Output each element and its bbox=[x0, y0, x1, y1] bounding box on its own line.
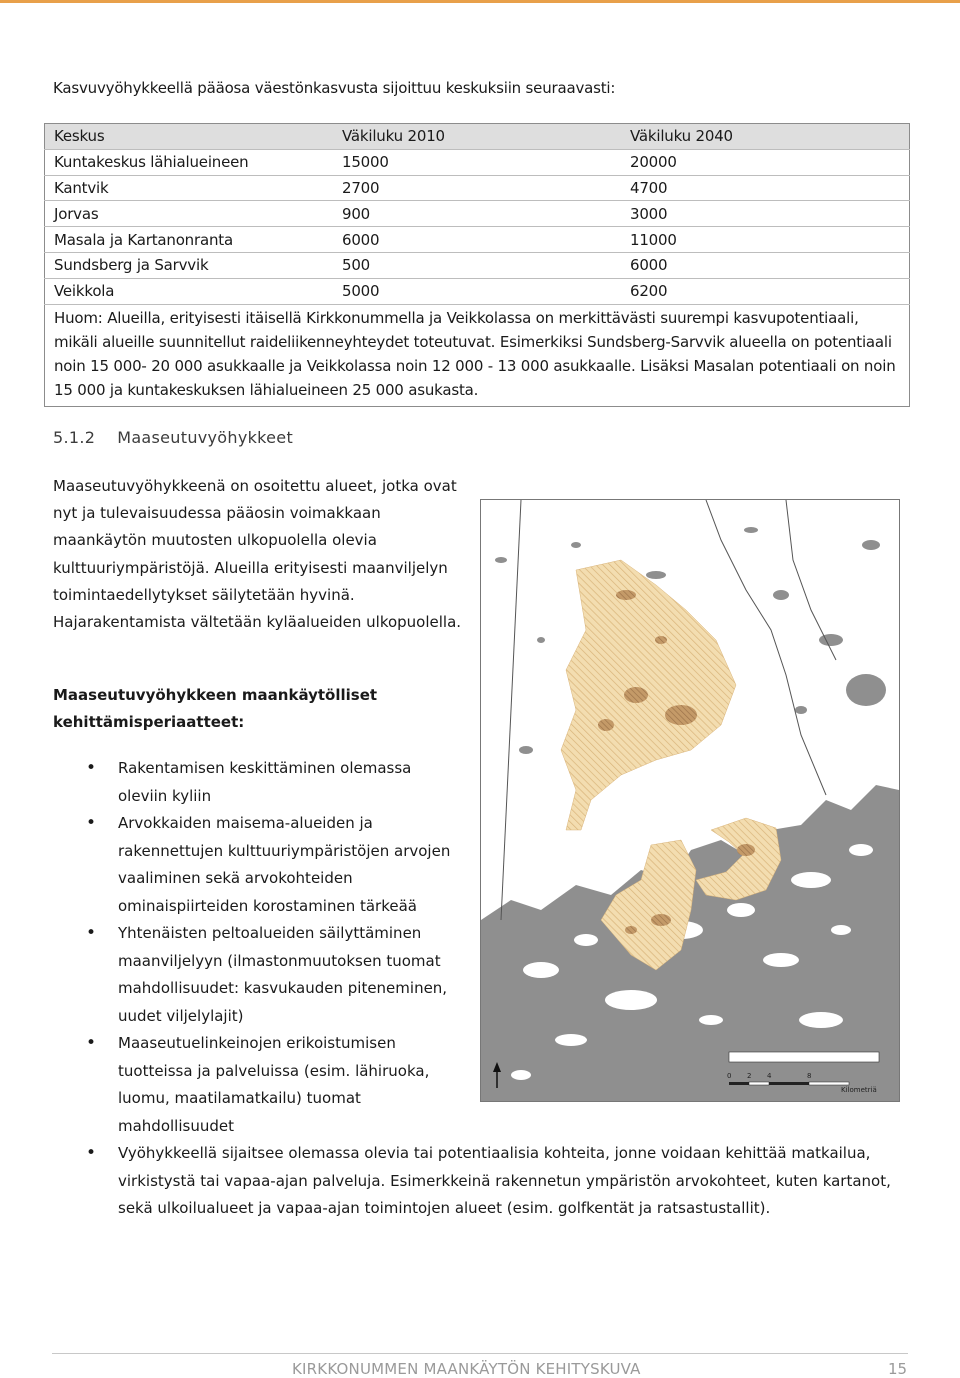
table-row bbox=[45, 175, 910, 201]
table-header-cell: Väkiluku 2010 bbox=[333, 124, 621, 150]
table-cell: 2700 bbox=[333, 175, 621, 201]
list-item: • Rakentamisen keskittäminen olemassa oleviin kyliin bbox=[53, 755, 453, 810]
table-cell: 4700 bbox=[621, 175, 910, 201]
table-note-row bbox=[45, 304, 910, 406]
table-cell: 900 bbox=[333, 201, 621, 227]
table-row bbox=[45, 149, 910, 175]
table-cell: Jorvas bbox=[45, 201, 334, 227]
map-graphic bbox=[481, 500, 899, 1101]
scale-tick-label: 4 bbox=[767, 1072, 772, 1080]
table-cell: 3000 bbox=[621, 201, 910, 227]
list-item: • Maaseutuelinkeinojen erikoistumisen tuotteissa ja palveluissa (esim. lähiruoka, luomu, maatilamatkailu) tuomat mahdollisuudet bbox=[53, 1030, 453, 1140]
table-row bbox=[45, 278, 910, 304]
table-cell: 20000 bbox=[621, 149, 910, 175]
scale-tick-label: 0 bbox=[727, 1072, 732, 1080]
principles-subheading: Maaseutuvyöhykkeen maankäytölliset kehittämisperiaatteet: bbox=[53, 686, 378, 731]
table-cell: 11000 bbox=[621, 227, 910, 253]
section-paragraph: Maaseutuvyöhykkeenä on osoitettu alueet, jotka ovat nyt ja tulevaisuudessa pääosin voimakkaan maankäytön muutosten ulkopuolella olevia kulttuuriympäristöjä. Alueilla erityisesti maanviljelyn toimintaedellytykset säilytetään hyvinä. Hajarakentamista vältetään kyläalueiden ulkopuolella. bbox=[53, 477, 462, 632]
table-row bbox=[45, 227, 910, 253]
footer-title: KIRKKONUMMEN MAANKÄYTÖN KEHITYSKUVA bbox=[292, 1360, 641, 1378]
section-heading bbox=[53, 428, 293, 447]
population-table bbox=[44, 123, 910, 407]
scale-tick-label: 8 bbox=[807, 1072, 812, 1080]
zone-map bbox=[480, 499, 900, 1102]
list-item: • Arvokkaiden maisema-alueiden ja rakennettujen kulttuuriympäristöjen arvojen vaaliminen sekä arvokohteiden ominaispiirteiden korostaminen tärkeää bbox=[53, 810, 453, 920]
table-header-cell: Väkiluku 2040 bbox=[621, 124, 910, 150]
table-header-row bbox=[45, 124, 910, 150]
scale-tick-label: 2 bbox=[747, 1072, 752, 1080]
section-number: 5.1.2 bbox=[53, 428, 96, 447]
top-accent-bar bbox=[0, 0, 960, 3]
table-cell: 6200 bbox=[621, 278, 910, 304]
table-cell: 6000 bbox=[333, 227, 621, 253]
table-cell: Kuntakeskus lähialueineen bbox=[45, 149, 334, 175]
footer-divider bbox=[52, 1353, 908, 1354]
scale-unit-label: Kilometriä bbox=[841, 1086, 877, 1094]
table-cell: Kantvik bbox=[45, 175, 334, 201]
list-item: • Yhtenäisten peltoalueiden säilyttäminen maanviljelyyn (ilmastonmuutoksen tuomat mahdollisuudet: kasvukauden piteneminen, uudet viljelylajit) bbox=[53, 920, 463, 1030]
table-cell: 5000 bbox=[333, 278, 621, 304]
table-cell: 6000 bbox=[621, 252, 910, 278]
table-cell: 15000 bbox=[333, 149, 621, 175]
section-title: Maaseutuvyöhykkeet bbox=[117, 428, 294, 447]
table-cell: Veikkola bbox=[45, 278, 334, 304]
table-cell: Masala ja Kartanonranta bbox=[45, 227, 334, 253]
page-number: 15 bbox=[888, 1360, 908, 1378]
legend-box bbox=[729, 1052, 879, 1062]
table-row bbox=[45, 252, 910, 278]
list-item: • Vyöhykkeellä sijaitsee olemassa olevia tai potentiaalisia kohteita, jonne voidaan kehittää matkailua, virkistystä tai vapaa-ajan palveluja. Esimerkkeinä rakennetun ympäristön arvokohteet, kuten kartanot, sekä ulkoilualueet ja vapaa-ajan toimintojen alueet (esim. golfkentät ja ratsastustallit). bbox=[53, 1140, 908, 1223]
intro-text: Kasvuvyöhykkeellä pääosa väestönkasvusta sijoittuu keskuksiin seuraavasti: bbox=[53, 79, 616, 97]
table-note: Huom: Alueilla, erityisesti itäisellä Kirkkonummella ja Veikkolassa on merkittävästi suurempi kasvupotentiaali, mikäli alueille suunnitellut raideliikenneyhteydet toteutuvat. Esimerkiksi Sundsberg-Sarvvik alueella on potentiaali noin 15 000- 20 000 asukkaalle ja Veikkolassa noin 12 000 - 13 000 asukkaalle. Lisäksi Masalan potentiaali on noin 15 000 ja kuntakeskuksen lähialueineen 25 000 asukasta. bbox=[54, 308, 896, 399]
scale-bar bbox=[729, 1082, 849, 1085]
table-row bbox=[45, 201, 910, 227]
table-cell: Sundsberg ja Sarvvik bbox=[45, 252, 334, 278]
table-cell: 500 bbox=[333, 252, 621, 278]
table-header-cell: Keskus bbox=[45, 124, 334, 150]
